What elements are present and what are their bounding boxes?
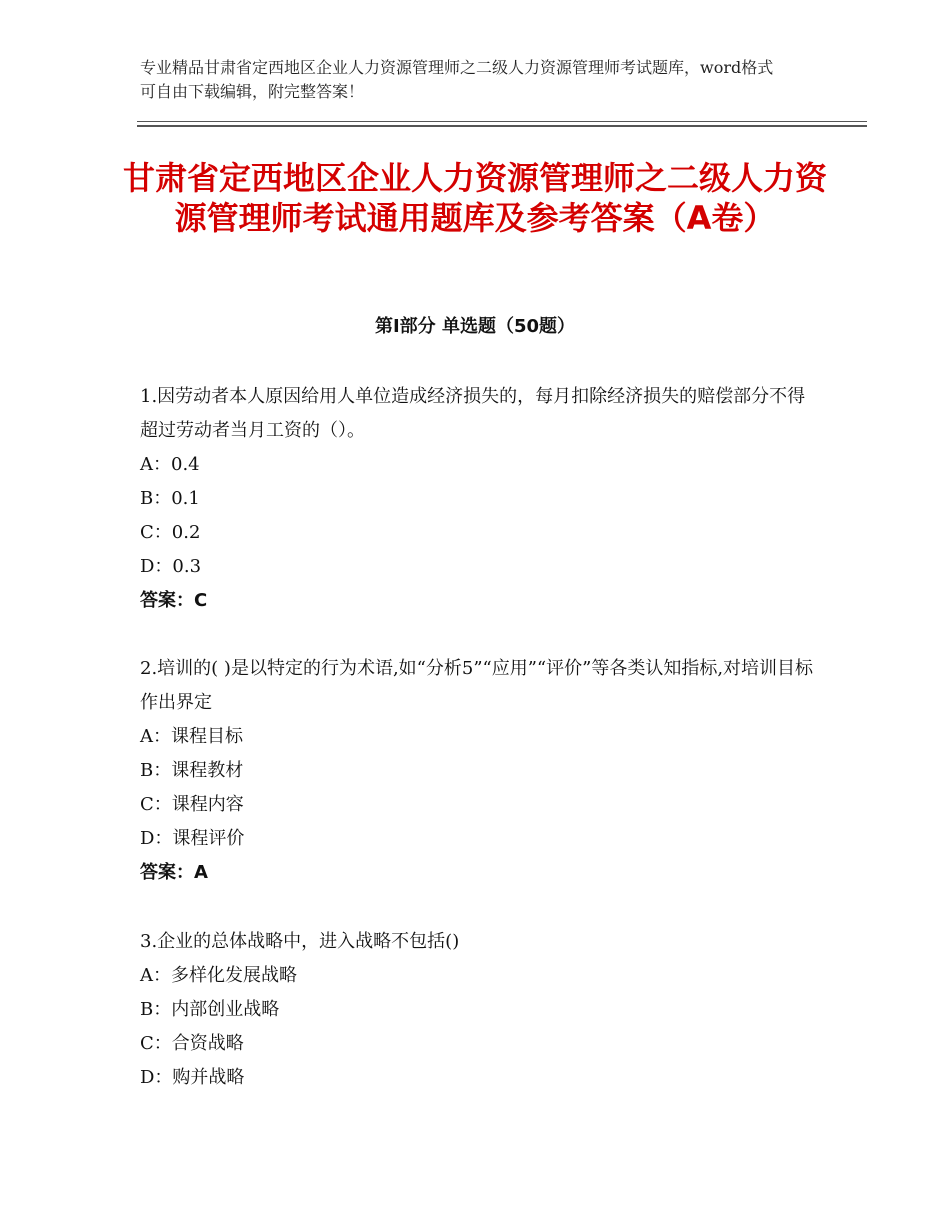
option-d: D：购并战略 xyxy=(140,1067,245,1088)
option-d: D：课程评价 xyxy=(140,828,245,849)
header-divider-thin xyxy=(137,121,867,122)
option-b: B：课程教材 xyxy=(140,760,244,781)
header-divider-thick xyxy=(137,125,867,127)
document-title: 甘肃省定西地区企业人力资源管理师之二级人力资源管理师考试通用题库及参考答案（A卷） xyxy=(122,159,827,237)
option-a: A：多样化发展战略 xyxy=(140,965,297,986)
question-block xyxy=(140,380,820,618)
option-a: A：0.4 xyxy=(140,454,200,475)
option-b: B：0.1 xyxy=(140,488,200,509)
section-heading: 第Ⅰ部分 单选题（50题） xyxy=(374,316,575,337)
option-a: A：课程目标 xyxy=(140,726,243,747)
answer-line: 答案：A xyxy=(140,862,208,883)
option-c: C：合资战略 xyxy=(140,1033,244,1054)
option-d: D：0.3 xyxy=(140,556,202,577)
header-note: 专业精品甘肃省定西地区企业人力资源管理师之二级人力资源管理师考试题库，word格式可自由下载编辑，附完整答案！ xyxy=(140,58,774,101)
answer-line: 答案：C xyxy=(140,590,208,611)
question-stem: 2.培训的( )是以特定的行为术语,如“分析5”“应用”“评价”等各类认知指标,对培训目标作出界定 xyxy=(140,658,814,713)
option-c: C：课程内容 xyxy=(140,794,244,815)
option-c: C：0.2 xyxy=(140,522,201,543)
question-block xyxy=(140,925,820,1095)
question-block xyxy=(140,652,820,890)
question-stem: 1.因劳动者本人原因给用人单位造成经济损失的，每月扣除经济损失的赔偿部分不得超过劳动者当月工资的（）。 xyxy=(140,386,806,441)
question-stem: 3.企业的总体战略中，进入战略不包括() xyxy=(140,931,460,952)
option-b: B：内部创业战略 xyxy=(140,999,280,1020)
